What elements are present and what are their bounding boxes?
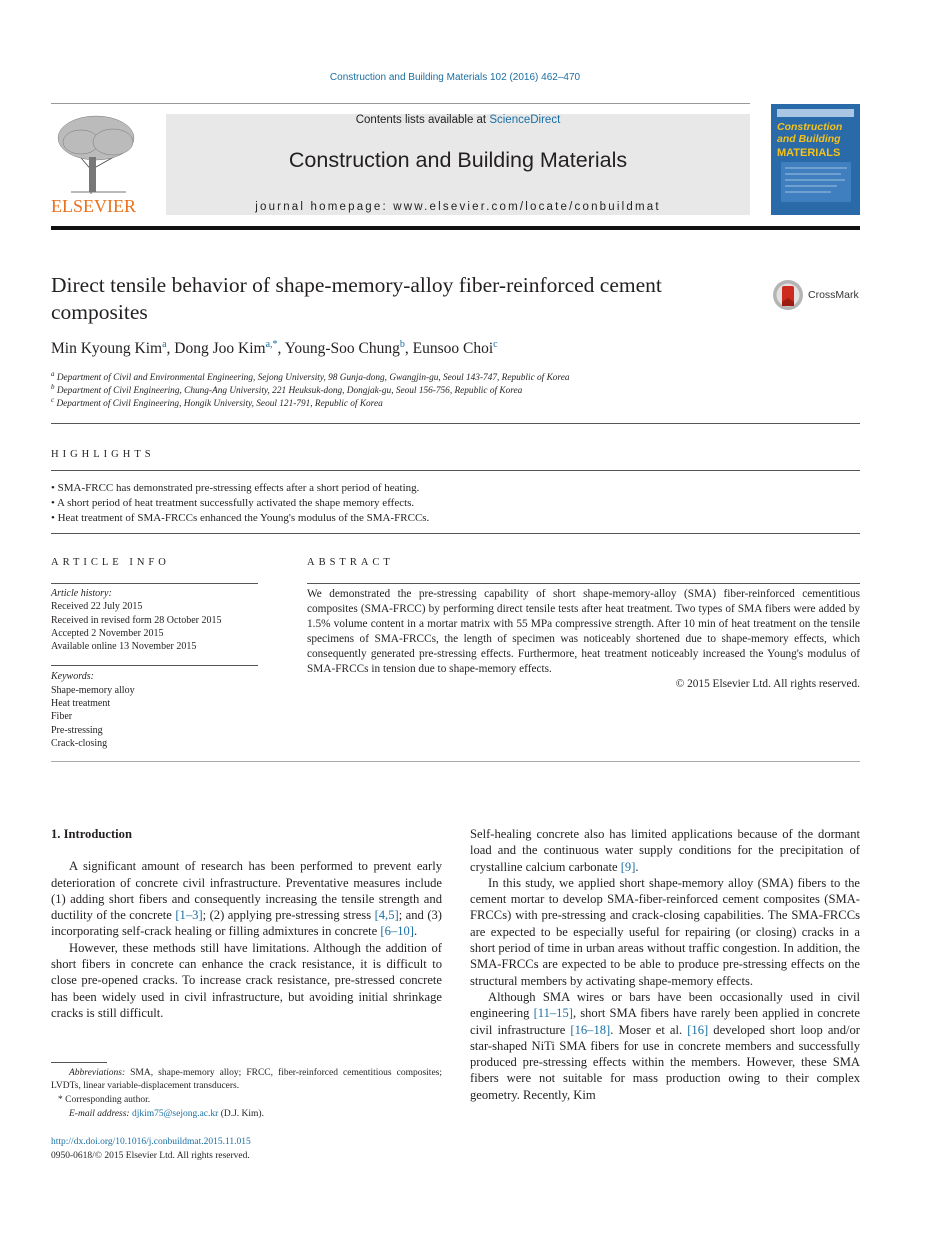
journal-citation[interactable]: Construction and Building Materials 102 (2016) 462–470 — [329, 72, 581, 83]
history-item: Available online 13 November 2015 — [51, 641, 197, 653]
author-name[interactable]: Dong Joo Kim — [174, 340, 266, 358]
citation-link[interactable]: [4,5] — [374, 908, 399, 923]
author-separator: , — [404, 340, 413, 358]
email-label: E-mail address: — [69, 1109, 132, 1119]
crossmark-icon — [772, 278, 806, 312]
affiliation-a — [51, 370, 569, 383]
highlight-text: Heat treatment of SMA-FRCCs enhanced the Young's modulus of the SMA-FRCCs. — [57, 512, 430, 524]
paragraph: In this study, we applied short shape-memory alloy (SMA) fibers to the cement mortar to develop SMA-fiber-reinforced cement composites (SMA-FRCCs) with pre-stressing and crack-closing capabilities. The SMA-FRCCs are expected to be especially useful for repairing (or closing) cracks in a short period of time in urban areas without traffic congestion. In addition, the SMA-FRCCs are expected to be able to produce pre-stressing effects on the structural members by activating shape-memory effects. — [470, 875, 860, 988]
highlight-text: A short period of heat treatment successfully activated the shape memory effects. — [57, 497, 415, 509]
highlights-heading: HIGHLIGHTS — [51, 449, 155, 460]
divider — [51, 423, 860, 424]
cover-title-3: MATERIALS — [777, 147, 841, 159]
elsevier-logo — [51, 112, 146, 214]
citation-link[interactable]: [1–3] — [175, 908, 203, 923]
keywords-label: Keywords: — [51, 671, 94, 683]
corresponding-footnote: * Corresponding author. — [58, 1095, 151, 1105]
affil-sup: c — [51, 396, 55, 404]
email-link[interactable]: djkim75@sejong.ac.kr — [131, 1109, 219, 1119]
author-separator: , — [277, 340, 285, 358]
author-name[interactable]: Young-Soo Chung — [284, 340, 400, 358]
article-info-heading: ARTICLE INFO — [51, 557, 170, 568]
affil-text: Department of Civil Engineering, Chung-Ang University, 221 Heuksuk-dong, Dongjak-gu, Seoul 156-756, Republic of Korea — [56, 386, 523, 397]
keyword[interactable]: Shape-memory alloy — [51, 684, 135, 696]
keyword[interactable]: Pre-stressing — [51, 724, 103, 736]
citation-link[interactable]: [9] — [620, 859, 636, 874]
abstract-copyright: © 2015 Elsevier Ltd. All rights reserved. — [675, 677, 860, 690]
history-item: Received 22 July 2015 — [51, 601, 143, 613]
body-column-left — [51, 826, 442, 1021]
cover-title-1: Construction — [777, 121, 843, 133]
citation-link[interactable]: [11–15] — [533, 1006, 573, 1021]
history-item: Received in revised form 28 October 2015 — [51, 614, 222, 626]
text-run: . — [414, 924, 418, 939]
doi-link[interactable] — [51, 1136, 251, 1149]
article-title: Direct tensile behavior of shape-memory-alloy fiber-reinforced cement composites — [51, 273, 662, 324]
affiliation-b — [51, 383, 522, 396]
author-affil-sup[interactable]: b — [399, 339, 405, 350]
highlight-text: SMA-FRCC has demonstrated pre-stressing effects after a short period of heating. — [57, 482, 420, 494]
text-run: . Moser et al. — [610, 1022, 688, 1037]
keyword[interactable]: Fiber — [51, 711, 73, 723]
text-run: ; and (3) incorporating self-crack healing or filling admixtures in concrete — [51, 908, 442, 939]
body-column-right — [470, 826, 860, 1103]
paragraph: However, these methods still have limitations. Although the addition of short fibers in concrete can enhance the crack resistance, it is difficult to close pre-opened cracks. To increase crack resistance, pre-stressed concrete has been widely used in civil infrastructure, but avoiding initial shrinkage cracks is still difficult. — [51, 940, 442, 1020]
abstract-heading: ABSTRACT — [307, 557, 394, 568]
header-thick-rule — [51, 226, 860, 230]
highlight-item: • SMA-FRCC has demonstrated pre-stressing effects after a short period of heating. — [51, 482, 420, 494]
header-rule — [51, 103, 750, 104]
affiliation-c — [51, 396, 383, 409]
text-run: Although SMA wires or bars have been occasionally used in civil engineering — [470, 989, 860, 1021]
paragraph — [470, 826, 860, 875]
text-run: developed short loop and/or star-shaped NiTi SMA fibers for use in concrete members and successfully produced pre-stressing effects within the members. However, these SMA fibers were not suitable for mass production owing to their complex geometry. Recently, Kim — [470, 1022, 861, 1102]
affil-sup: a — [51, 370, 55, 378]
footnote-rule — [51, 1062, 107, 1063]
divider — [307, 583, 860, 584]
journal-name: Construction and Building Materials — [288, 148, 628, 172]
sciencedirect-link[interactable]: ScienceDirect — [489, 114, 561, 126]
elsevier-tree-icon — [51, 112, 146, 214]
abbreviations-footnote — [51, 1067, 442, 1094]
citation-link[interactable]: [6–10] — [380, 924, 414, 939]
issn-copyright: 0950-0618/© 2015 Elsevier Ltd. All rights reserved. — [51, 1151, 250, 1161]
text-run: . — [635, 859, 639, 874]
cover-title-2: and Building — [777, 133, 841, 145]
cover-image — [771, 104, 860, 215]
history-item: Accepted 2 November 2015 — [51, 627, 164, 639]
text-run: A significant amount of research has been performed to prevent early deterioration of concrete civil infrastructure. Preventative measures include (1) adding short fibers and consequently increasing the tensile strength and ductility of the concrete — [51, 859, 442, 923]
author-name[interactable]: Eunsoo Choi — [412, 340, 494, 358]
paragraph — [470, 989, 860, 1103]
crossmark-badge[interactable] — [772, 278, 862, 312]
citation-link[interactable]: [16–18] — [570, 1022, 611, 1037]
elsevier-wordmark: ELSEVIER — [51, 196, 136, 214]
citation-link[interactable]: [16] — [687, 1022, 709, 1037]
contents-line — [166, 114, 750, 126]
article-info — [51, 583, 258, 750]
affil-sup: b — [51, 383, 55, 391]
author-name[interactable]: Min Kyoung Kim — [51, 340, 163, 358]
text-run: ; (2) applying pre-stressing stress — [202, 908, 375, 923]
abstract-text: We demonstrated the pre-stressing capability of short shape-memory-alloy (SMA) fiber-reinforced cementitious composites (SMA-FRCC) by performing direct tensile tests after heat treatment. Two types of SMA fibers were added by 1.5% volume content in a mortar matrix with 55 MPa compressive strength. After 10 min of heat treatment on the tensile specimens of SMA-FRCCs, the length of specimen was noticeably shortened due to shape-memory effects, which consequently generated pre-stressing effects. Furthermore, heat treatment noticeably increased the Young's modulus of SMA-FRCCs in tension due to shape-memory effects. — [307, 588, 860, 676]
section-heading: 1. Introduction — [51, 827, 132, 841]
email-footnote — [69, 1108, 264, 1121]
divider — [51, 533, 860, 534]
highlight-item: • A short period of heat treatment successfully activated the shape memory effects. — [51, 497, 415, 509]
divider — [51, 583, 258, 584]
abbrev-text: SMA, shape-memory alloy; FRCC, fiber-reinforced cementitious composites; LVDTs, linear variable-displacement transducers. — [51, 1068, 442, 1092]
author-affil-sup[interactable]: a — [162, 339, 167, 350]
highlight-item: • Heat treatment of SMA-FRCCs enhanced the Young's modulus of the SMA-FRCCs. — [51, 512, 430, 524]
divider — [51, 761, 860, 762]
divider — [51, 665, 258, 666]
email-suffix: (D.J. Kim). — [218, 1109, 264, 1119]
author-list — [51, 339, 811, 358]
text-run: , short SMA fibers have rarely been applied in concrete civil infrastructure — [470, 1006, 860, 1037]
affil-text: Department of Civil Engineering, Hongik University, Seoul 121-791, Republic of Korea — [56, 399, 383, 410]
text-run: Self-healing concrete also has limited applications because of the dormant load and the continuous water supply conditions for the precipitation of crystalline calcium carbonate — [470, 827, 860, 874]
keyword[interactable]: Crack-closing — [51, 737, 108, 749]
crossmark-label: CrossMark — [808, 289, 859, 301]
paragraph — [51, 858, 442, 939]
author-separator: , — [166, 340, 175, 358]
affil-text: Department of Civil and Environmental Engineering, Sejong University, 98 Gunja-dong, Gwangjin-gu, Seoul 143-747, Republic of Korea — [56, 373, 570, 384]
doi-text[interactable]: http://dx.doi.org/10.1016/j.conbuildmat.2015.11.015 — [51, 1137, 251, 1147]
journal-cover — [771, 104, 860, 215]
keyword[interactable]: Heat treatment — [51, 698, 111, 710]
author-affil-sup[interactable]: a,* — [265, 339, 278, 350]
contents-prefix: Contents lists available at — [355, 114, 490, 126]
journal-homepage[interactable]: journal homepage: www.elsevier.com/locate/conbuildmat — [255, 201, 661, 213]
author-affil-sup[interactable]: c — [493, 339, 498, 350]
history-label: Article history: — [51, 588, 112, 599]
divider — [51, 470, 860, 471]
abstract — [307, 583, 860, 690]
abbrev-label: Abbreviations: — [69, 1068, 126, 1078]
